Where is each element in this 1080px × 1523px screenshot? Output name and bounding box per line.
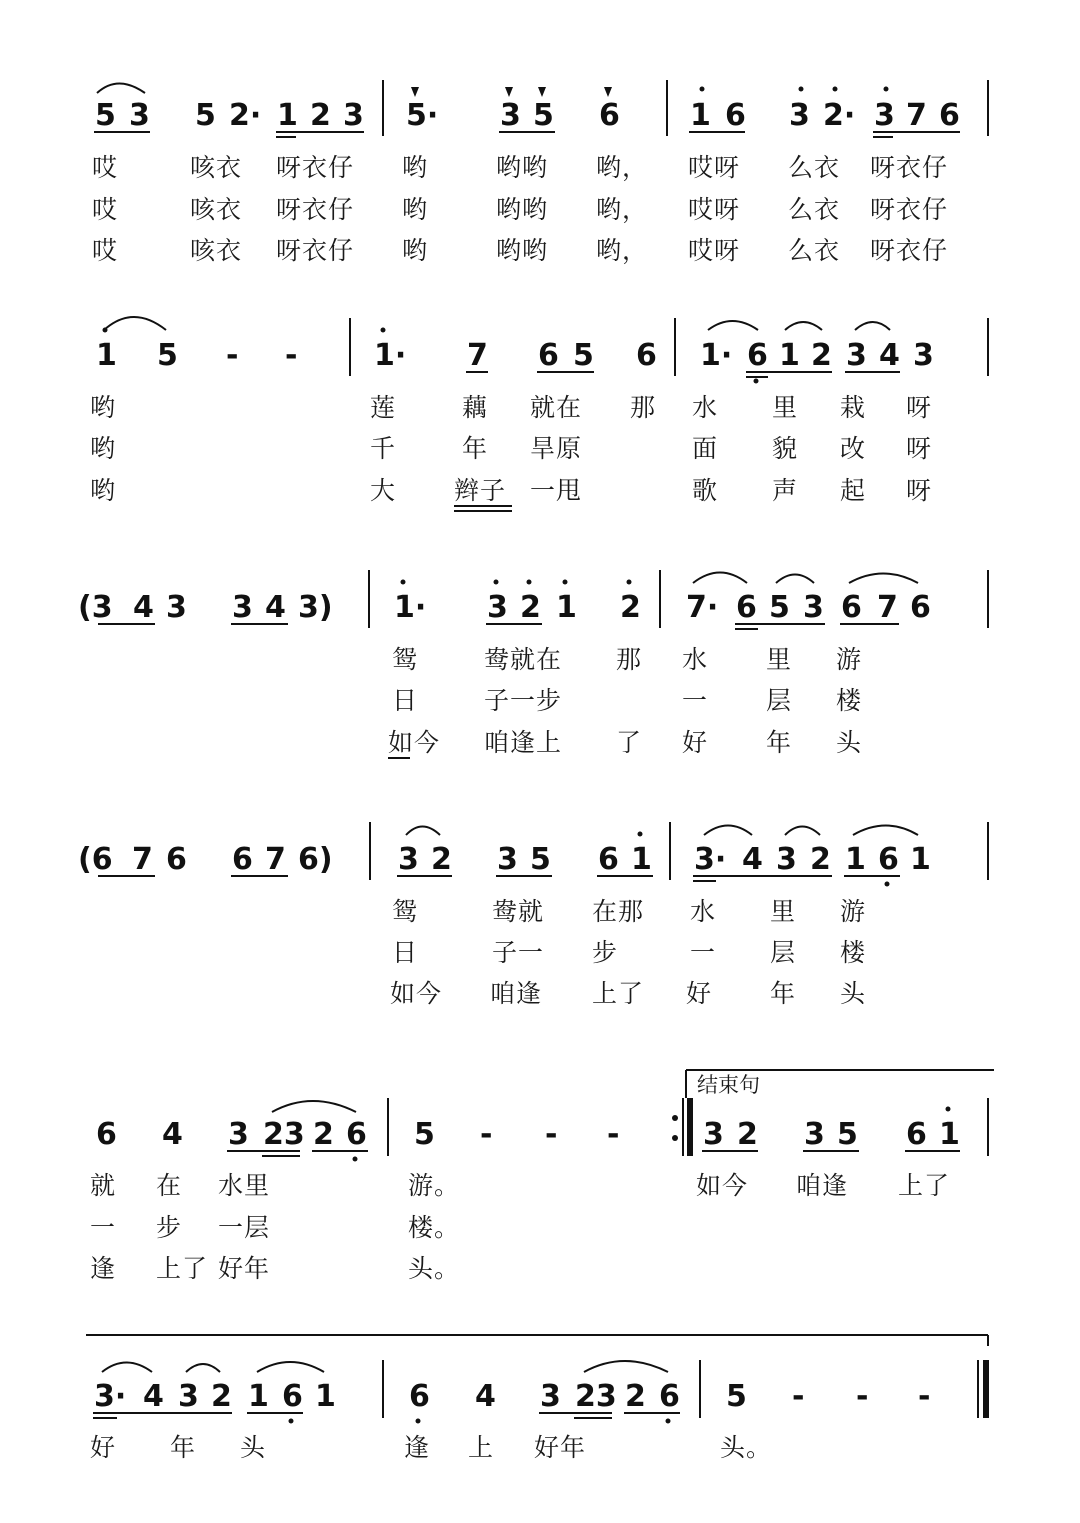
lyric: 一甩 — [530, 476, 583, 505]
accent-mark — [538, 87, 546, 97]
note: 1 — [631, 842, 652, 877]
octave-dot-low — [885, 882, 890, 887]
lyrics-verse-2 — [392, 938, 866, 967]
note: 2 — [520, 590, 541, 625]
lyric: 楼 — [840, 938, 867, 967]
note: 3 — [487, 590, 508, 625]
lyric: 么衣 — [788, 236, 841, 265]
note: 4 — [162, 1117, 183, 1152]
note: 5· — [406, 98, 439, 133]
lyric: 咳衣 — [190, 153, 243, 182]
lyric: 里 — [770, 897, 797, 926]
lyric: 如今 — [696, 1171, 749, 1200]
note: 3 — [178, 1379, 199, 1414]
note: 3 — [776, 842, 797, 877]
lyrics-verse-1 — [90, 1171, 950, 1200]
lyric: 哟， — [596, 153, 649, 182]
octave-dot — [700, 87, 705, 92]
note: 6) — [298, 842, 333, 877]
note: 5 — [837, 1117, 858, 1152]
slur — [708, 321, 758, 330]
note: 2 — [811, 338, 832, 373]
lyric: 起 — [840, 476, 867, 505]
lyric: 好年 — [218, 1254, 271, 1283]
note: - — [856, 1379, 869, 1414]
note: 2· — [823, 98, 856, 133]
lyric: 藕 — [462, 393, 489, 422]
note: 7 — [467, 338, 488, 373]
note: 1 — [248, 1379, 269, 1414]
note: 3 — [803, 590, 824, 625]
lyric: 那 — [630, 393, 657, 422]
lyric: 逢 — [90, 1254, 117, 1283]
note: 2 — [211, 1379, 232, 1414]
note: (6 — [78, 842, 113, 877]
lyric: 大 — [370, 476, 397, 505]
system-3 — [78, 570, 988, 758]
lyric: 在 — [156, 1171, 183, 1200]
octave-dot — [833, 87, 838, 92]
lyric: 哎 — [92, 153, 119, 182]
note: 5 — [573, 338, 594, 373]
note: 3· — [694, 842, 727, 877]
slur — [406, 827, 440, 836]
note: 2 — [620, 590, 641, 625]
note: 3 — [343, 98, 364, 133]
note: 6 — [232, 842, 253, 877]
lyric: 水 — [692, 393, 719, 422]
lyric: 鸯就在 — [484, 645, 563, 674]
octave-dot — [799, 87, 804, 92]
note: 7 — [906, 98, 927, 133]
note: - — [792, 1379, 805, 1414]
lyric: 栽 — [840, 393, 867, 422]
system-1 — [92, 80, 988, 265]
lyric: 哎呀 — [688, 195, 741, 224]
note: 4 — [143, 1379, 164, 1414]
lyrics-verse-1 — [90, 1433, 772, 1462]
note: - — [285, 338, 298, 373]
lyric: 头 — [840, 979, 867, 1008]
note: 5 — [414, 1117, 435, 1152]
lyric: 咱逢 — [796, 1171, 849, 1200]
lyric: 了 — [616, 728, 643, 757]
notes-row — [95, 98, 960, 133]
note: 3 — [398, 842, 419, 877]
lyric: 一 — [682, 686, 709, 715]
lyric: 那 — [616, 645, 643, 674]
lyric: 日 — [392, 938, 419, 967]
note: 6 — [736, 590, 757, 625]
octave-dot — [563, 580, 568, 585]
note: 3· — [94, 1379, 127, 1414]
lyrics-verse-1 — [90, 393, 932, 422]
note: 6 — [747, 338, 768, 373]
note: 1 — [556, 590, 577, 625]
notes-row — [78, 590, 931, 625]
lyrics-verse-3 — [388, 728, 862, 757]
lyric: 好年 — [534, 1433, 587, 1462]
notes-row — [96, 338, 934, 373]
lyric: 旱原 — [530, 434, 583, 463]
notes-row — [96, 1117, 960, 1152]
lyric: 一 — [90, 1213, 117, 1242]
lyric: 楼 — [836, 686, 863, 715]
slur — [849, 574, 918, 584]
lyric: 如今 — [388, 728, 441, 757]
lyric: 步 — [156, 1213, 183, 1242]
lyric: 咱逢上 — [484, 728, 563, 757]
note: - — [607, 1117, 620, 1152]
system-4 — [78, 822, 988, 1008]
octave-dot — [527, 580, 532, 585]
lyric: 子一步 — [484, 686, 563, 715]
slur — [855, 322, 890, 330]
lyric: 步 — [592, 938, 619, 967]
lyric: 咳衣 — [190, 236, 243, 265]
lyric: 呀 — [906, 434, 933, 463]
slur — [257, 1362, 324, 1372]
note: 3 — [540, 1379, 561, 1414]
repeat-dot — [672, 1115, 678, 1121]
note: 6 — [96, 1117, 117, 1152]
note: - — [918, 1379, 931, 1414]
note: 6 — [282, 1379, 303, 1414]
note: 3 — [913, 338, 934, 373]
lyric: 么衣 — [788, 195, 841, 224]
lyrics-verse-1 — [92, 153, 948, 182]
note: 6 — [939, 98, 960, 133]
note: 2 — [431, 842, 452, 877]
lyric: 好 — [90, 1433, 117, 1462]
lyric: 哎 — [92, 195, 119, 224]
accent-mark — [505, 87, 513, 97]
note: 4 — [475, 1379, 496, 1414]
lyrics-verse-3 — [390, 979, 866, 1008]
note: 6 — [659, 1379, 680, 1414]
lyric: 呀 — [906, 393, 933, 422]
slur — [776, 575, 814, 584]
note: 3 — [166, 590, 187, 625]
lyric: 逢 — [404, 1433, 431, 1462]
lyric: 如今 — [390, 979, 443, 1008]
lyric: 哟 — [90, 476, 117, 505]
lyric: 呀衣仔 — [276, 236, 355, 265]
lyrics-verse-2 — [90, 1213, 460, 1242]
octave-dot — [103, 328, 108, 333]
lyric: 层 — [766, 686, 793, 715]
slur — [693, 573, 747, 584]
note: 5 — [769, 590, 790, 625]
lyrics-verse-1 — [392, 645, 862, 674]
lyric: 呀衣仔 — [870, 153, 949, 182]
note: 1 — [96, 338, 117, 373]
lyric: 年 — [170, 1433, 197, 1462]
lyric: 哟， — [596, 236, 649, 265]
lyric: 头。 — [408, 1254, 461, 1283]
lyric: 千 — [370, 434, 397, 463]
note: 3 — [497, 842, 518, 877]
note: 4 — [879, 338, 900, 373]
octave-dot — [946, 1107, 951, 1112]
accent-mark — [411, 87, 419, 97]
note: 2 — [625, 1379, 646, 1414]
note: 7· — [686, 590, 719, 625]
lyric: 水 — [690, 897, 717, 926]
lyric: 好 — [686, 979, 713, 1008]
note: 5 — [533, 98, 554, 133]
lyric: 层 — [770, 938, 797, 967]
slur — [785, 827, 820, 836]
lyric: 上 — [468, 1433, 495, 1462]
note: 3 — [228, 1117, 249, 1152]
lyric: 水 — [682, 645, 709, 674]
lyric: 头 — [836, 728, 863, 757]
lyric: 哟哟 — [496, 195, 549, 224]
note: 1 — [845, 842, 866, 877]
lyrics-verse-2 — [92, 195, 948, 224]
note: 3 — [232, 590, 253, 625]
note: 4 — [742, 842, 763, 877]
note: 6 — [906, 1117, 927, 1152]
note: 4 — [133, 590, 154, 625]
lyric: 哎呀 — [688, 153, 741, 182]
note: 5 — [95, 98, 116, 133]
note: 1 — [277, 98, 298, 133]
note: 2 — [313, 1117, 334, 1152]
slur — [97, 84, 145, 94]
octave-dot-low — [289, 1419, 294, 1424]
note: 6 — [910, 590, 931, 625]
lyric: 一层 — [218, 1213, 271, 1242]
lyric: 呀衣仔 — [276, 153, 355, 182]
lyric: 上了 — [898, 1171, 951, 1200]
lyrics-verse-3 — [90, 476, 932, 505]
octave-dot-low — [666, 1419, 671, 1424]
lyric: 子一 — [492, 938, 545, 967]
lyric: 哟哟 — [496, 236, 549, 265]
lyric: 年 — [770, 979, 797, 1008]
lyric: 年 — [462, 434, 489, 463]
note: 6 — [538, 338, 559, 373]
note: 4 — [265, 590, 286, 625]
octave-dot-low — [353, 1157, 358, 1162]
octave-dot — [494, 580, 499, 585]
notes-row — [78, 842, 931, 877]
lyrics-verse-1 — [392, 897, 866, 926]
slur — [853, 826, 918, 836]
lyric: 就在 — [530, 393, 583, 422]
slur — [104, 317, 166, 330]
system-6 — [86, 1335, 988, 1462]
note: 7 — [132, 842, 153, 877]
slur — [785, 322, 822, 330]
note: 2 — [810, 842, 831, 877]
lyric: 哟 — [90, 393, 117, 422]
note: 1 — [690, 98, 711, 133]
lyric: 游 — [836, 645, 863, 674]
note: 2 — [737, 1117, 758, 1152]
lyric: 哟， — [596, 195, 649, 224]
lyric: 莲 — [370, 393, 397, 422]
lyric: 鸳 — [392, 645, 419, 674]
note: 1 — [910, 842, 931, 877]
lyric: 楼。 — [408, 1213, 461, 1242]
note: 3 — [874, 98, 895, 133]
lyrics-verse-3 — [92, 236, 948, 265]
lyric: 歌 — [692, 476, 719, 505]
note: 3 — [804, 1117, 825, 1152]
slur — [584, 1361, 668, 1372]
note: 6 — [599, 98, 620, 133]
lyric: 头。 — [720, 1433, 773, 1462]
note: 6 — [636, 338, 657, 373]
note: (3 — [78, 590, 113, 625]
ending-label: 结束句 — [697, 1073, 760, 1097]
note: 1 — [315, 1379, 336, 1414]
note: 7 — [265, 842, 286, 877]
note: 6 — [841, 590, 862, 625]
system-2 — [90, 317, 988, 511]
lyric: 貌 — [772, 434, 799, 463]
lyrics-verse-2 — [90, 434, 932, 463]
lyric: 呀衣仔 — [276, 195, 355, 224]
system-5 — [90, 1070, 994, 1283]
note: - — [545, 1117, 558, 1152]
lyric: 日 — [392, 686, 419, 715]
lyric: 么衣 — [788, 153, 841, 182]
note: - — [226, 338, 239, 373]
note: 6 — [409, 1379, 430, 1414]
lyric: 呀衣仔 — [870, 195, 949, 224]
note: 5 — [157, 338, 178, 373]
lyric: 上了 — [592, 979, 645, 1008]
note: 3 — [789, 98, 810, 133]
lyric: 哟 — [402, 236, 429, 265]
lyric: 辫子 — [454, 476, 507, 505]
lyric: 水里 — [218, 1171, 271, 1200]
lyric: 改 — [840, 434, 867, 463]
lyric: 就 — [90, 1171, 117, 1200]
lyric: 在那 — [592, 897, 645, 926]
note: 3 — [703, 1117, 724, 1152]
lyric: 里 — [772, 393, 799, 422]
octave-dot-low — [416, 1419, 421, 1424]
lyric: 面 — [692, 434, 719, 463]
note: 3 — [500, 98, 521, 133]
note: 1 — [779, 338, 800, 373]
lyric: 哟 — [90, 434, 117, 463]
lyric: 哟哟 — [496, 153, 549, 182]
note: 5 — [530, 842, 551, 877]
note: 23 — [575, 1379, 617, 1414]
lyrics-verse-2 — [392, 686, 862, 715]
lyric: 呀 — [906, 476, 933, 505]
octave-dot — [401, 580, 406, 585]
note: 5 — [195, 98, 216, 133]
lyric: 鸳 — [392, 897, 419, 926]
lyric: 头 — [240, 1433, 267, 1462]
lyric: 上了 — [156, 1254, 209, 1283]
note: 7 — [877, 590, 898, 625]
note: 3 — [129, 98, 150, 133]
note: 1· — [394, 590, 427, 625]
note: 1 — [939, 1117, 960, 1152]
octave-dot-low — [754, 379, 759, 384]
note: 1· — [374, 338, 407, 373]
lyric: 声 — [772, 476, 799, 505]
note: 2 — [310, 98, 331, 133]
slur — [102, 1363, 152, 1373]
note: 1· — [700, 338, 733, 373]
note: 3 — [846, 338, 867, 373]
lyric: 咳衣 — [190, 195, 243, 224]
note: 3) — [298, 590, 333, 625]
octave-dot — [638, 832, 643, 837]
lyric: 年 — [766, 728, 793, 757]
lyric: 里 — [766, 645, 793, 674]
lyric: 游 — [840, 897, 867, 926]
lyric: 好 — [682, 728, 709, 757]
note: 6 — [725, 98, 746, 133]
slur — [272, 1101, 356, 1112]
slur — [704, 826, 752, 836]
note: 5 — [726, 1379, 747, 1414]
lyric: 一 — [690, 938, 717, 967]
note: 6 — [878, 842, 899, 877]
note: 6 — [598, 842, 619, 877]
lyric: 哎 — [92, 236, 119, 265]
slur — [186, 1364, 220, 1372]
lyric: 哎呀 — [688, 236, 741, 265]
octave-dot — [381, 328, 386, 333]
octave-dot — [884, 87, 889, 92]
notes-row — [94, 1379, 930, 1414]
lyric: 游。 — [408, 1171, 461, 1200]
lyric: 哟 — [402, 153, 429, 182]
note: - — [480, 1117, 493, 1152]
lyric: 鸯就 — [492, 897, 545, 926]
repeat-dot — [672, 1135, 678, 1141]
note: 23 — [263, 1117, 305, 1152]
note: 6 — [166, 842, 187, 877]
lyric: 咱逢 — [490, 979, 543, 1008]
lyric: 哟 — [402, 195, 429, 224]
lyric: 呀衣仔 — [870, 236, 949, 265]
octave-dot — [627, 580, 632, 585]
accent-mark — [604, 87, 612, 97]
note: 2· — [229, 98, 262, 133]
lyrics-verse-3 — [90, 1254, 460, 1283]
note: 6 — [346, 1117, 367, 1152]
